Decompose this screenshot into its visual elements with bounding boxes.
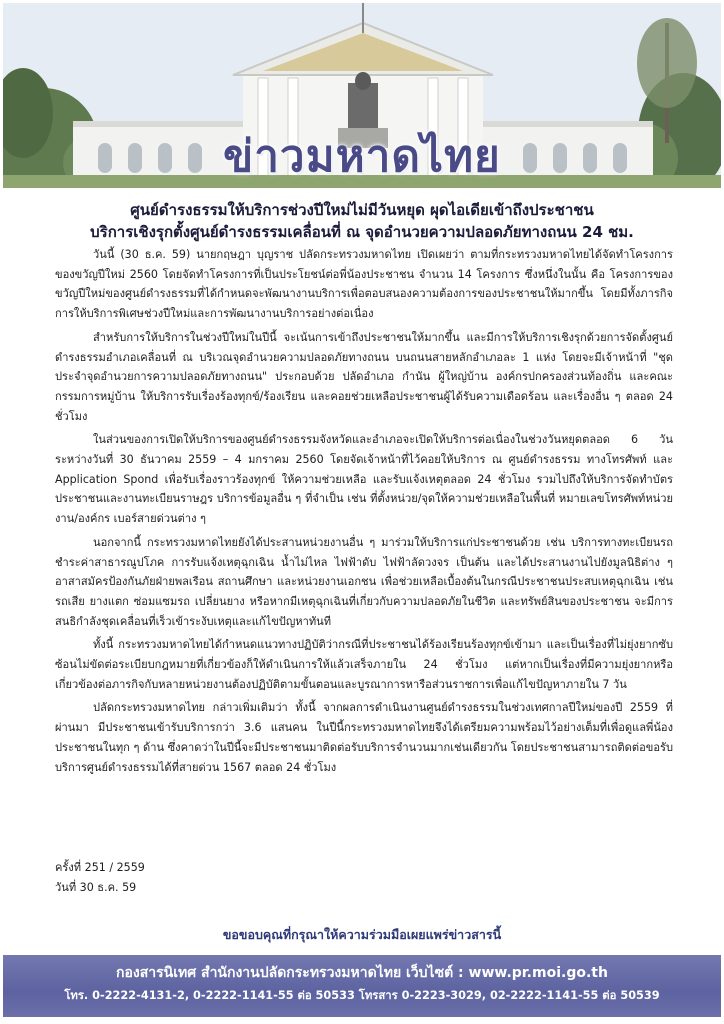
paragraph: ปลัดกระทรวงมหาดไทย กล่าวเพิ่มเติมว่า ทั้งนี้ จากผลการดำเนินงานศูนย์ดำรงธรรมในช่วงเทศกาลปีใหม่ของปี 2559 ที่ผ่านมา มีประชาชนเข้ารับบริการกว่า 3.6 แสนคน ในปีนี้กระทรวงมหาดไทยจึงได้เตรียมความพร้อมไว้อย่างเต็มที่เพื่อดูแลพี่น้องประชาชนในทุก ๆ ด้าน ซึ่งคาดว่าในปีนี้จะมีประชาชนมาติดต่อรับบริการจำนวนมากเช่นเดียวกัน โดยประชาชนสามารถติดต่อขอรับบริการศูนย์ดำรงธรรมได้ที่สายด่วน 1567 ตลอด 24 ชั่วโมง bbox=[55, 701, 673, 774]
article-body bbox=[55, 245, 673, 781]
footer-bar bbox=[3, 955, 721, 1017]
footer-contact-numbers: โทร. 0-2222-4131-2, 0-2222-1141-55 ต่อ 50533 โทรสาร 0-2223-3029, 02-2222-1141-55 ต่อ 50539 bbox=[64, 989, 660, 1002]
paragraph: นอกจากนี้ กระทรวงมหาดไทยยังได้ประสานหน่วยงานอื่น ๆ มาร่วมให้บริการแก่ประชาชนด้วย เช่น บริการทางทะเบียนรถ ชำระค่าสาธารณูปโภค การรับแจ้งเหตุฉุกเฉิน น้ำไม่ไหล ไฟฟ้าดับ ไฟฟ้าลัดวงจร เป็นต้น และได้ประสานงานไปยังมูลนิธิต่าง ๆ อาสาสมัครป้องกันภัยฝ่ายพลเรือน สถานศึกษา และหน่วยงานเอกชน เพื่อช่วยเหลือเบื้องต้นในกรณีประชาชนประสบเหตุฉุกเฉิน เช่น รถเสีย ยางแตก ซ่อมแซมรถ เปลี่ยนยาง หรือหากมีเหตุฉุกเฉินที่เกี่ยวกับความปลอดภัยในชีวิต และทรัพย์สินของประชาชน จะมีการสนธิกำลังชุดเคลื่อนที่เร็วเข้าระงับเหตุและแก้ไขปัญหาทันที bbox=[55, 535, 673, 628]
thanks-note: ขอขอบคุณที่กรุณาให้ความร่วมมือเผยแพร่ข่าวสารนี้ bbox=[222, 927, 502, 942]
headline-line-2: บริการเชิงรุกตั้งศูนย์ดำรงธรรมเคลื่อนที่ ณ จุดอำนวยความปลอดภัยทางถนน 24 ชม. bbox=[90, 223, 634, 241]
headline bbox=[40, 199, 684, 243]
paragraph: ในส่วนของการเปิดให้บริการของศูนย์ดำรงธรรมจังหวัดและอำเภอจะเปิดให้บริการต่อเนื่องในช่วงวันหยุดตลอด 6 วัน ระหว่างวันที่ 30 ธันวาคม 2559 – 4 มกราคม 2560 โดยจัดเจ้าหน้าที่ไว้คอยให้บริการ ณ ศูนย์ดำรงธรรม ทางโทรศัพท์ และ Application Spond เพื่อรับเรื่องราวร้องทุกข์ ให้ความช่วยเหลือ และรับแจ้งเหตุตลอด 24 ชั่วโมง รวมไปถึงให้บริการจัดทำบัตรประชาชนและงานทะเบียนราษฎร บริการข้อมูลอื่น ๆ ที่จำเป็น เช่น ที่ตั้งหน่วย/จุดให้ความช่วยเหลือในพื้นที่ หมายเลขโทรศัพท์หน่วยงาน/องค์กร เบอร์สายด่วนต่าง ๆ bbox=[55, 433, 673, 526]
paragraph: สำหรับการให้บริการในช่วงปีใหม่ในปีนี้ จะเน้นการเข้าถึงประชาชนให้มากขึ้น และมีการให้บริการเชิงรุกด้วยการจัดตั้งศูนย์ดำรงธรรมอำเภอเคลื่อนที่ ณ บริเวณจุดอำนวยความปลอดภัยทางถนน บนถนนสายหลักอำเภอละ 1 แห่ง โดยจะมีเจ้าหน้าที่ "ชุดประจำจุดอำนวยการความปลอดภัยทางถนน" ประกอบด้วย ปลัดอำเภอ กำนัน ผู้ใหญ่บ้าน องค์กรปกครองส่วนท้องถิ่น และคณะกรรมการหมู่บ้าน ให้บริการรับเรื่องร้องทุกข์/ร้องเรียน และคอยช่วยเหลือประชาชนผู้ได้รับความเดือดร้อน และเรื่องอื่น ๆ ตลอด 24 ชั่วโมง bbox=[55, 330, 673, 423]
paragraph: ทั้งนี้ กระทรวงมหาดไทยได้กำหนดแนวทางปฏิบัติว่ากรณีที่ประชาชนได้ร้องเรียนร้องทุกข์เข้ามา และเป็นเรื่องที่ไม่ยุ่งยากซับซ้อนไม่ขัดต่อระเบียบกฎหมายที่เกี่ยวข้องก็ให้ดำเนินการให้แล้วเสร็จภายใน 24 ชั่วโมง แต่หากเป็นเรื่องที่มีความยุ่งยากหรือเกี่ยวข้องต่อภารกิจกับหลายหน่วยงานต้องปฏิบัติตามขั้นตอนและบูรณาการหารือส่วนราชการเพื่อแก้ไขปัญหาภายใน 7 วัน bbox=[55, 638, 673, 691]
banner-title: ข่าวมหาดไทย bbox=[223, 131, 501, 182]
footer-office-website: กองสารนิเทศ สำนักงานปลัดกระทรวงมหาดไทย เว็บไซต์ : www.pr.moi.go.th bbox=[116, 965, 608, 981]
release-date: วันที่ 30 ธ.ค. 59 bbox=[55, 881, 137, 894]
header-banner bbox=[3, 3, 721, 188]
headline-line-1: ศูนย์ดำรงธรรมให้บริการช่วงปีใหม่ไม่มีวันหยุด ผุดไอเดียเข้าถึงประชาชน bbox=[130, 201, 594, 219]
release-meta bbox=[55, 858, 145, 898]
paragraph: วันนี้ (30 ธ.ค. 59) นายกฤษฎา บุญราช ปลัดกระทรวงมหาดไทย เปิดเผยว่า ตามที่กระทรวงมหาดไทยได้จัดทำโครงการของขวัญปีใหม่ 2560 โดยจัดทำโครงการที่เป็นประโยชน์ต่อพี่น้องประชาชน จำนวน 14 โครงการ ซึ่งหนึ่งในนั้น คือ โครงการของขวัญปีใหม่ของศูนย์ดำรงธรรมที่ได้กำหนดจะพัฒนางานบริการเพื่อตอบสนองความต้องการของประชาชนให้มากขึ้น โดยมีทั้งภารกิจการให้บริการพิเศษช่วงปีใหม่และการพัฒนางานบริการอย่างต่อเนื่อง bbox=[55, 248, 673, 321]
issue-number: ครั้งที่ 251 / 2559 bbox=[55, 861, 145, 874]
